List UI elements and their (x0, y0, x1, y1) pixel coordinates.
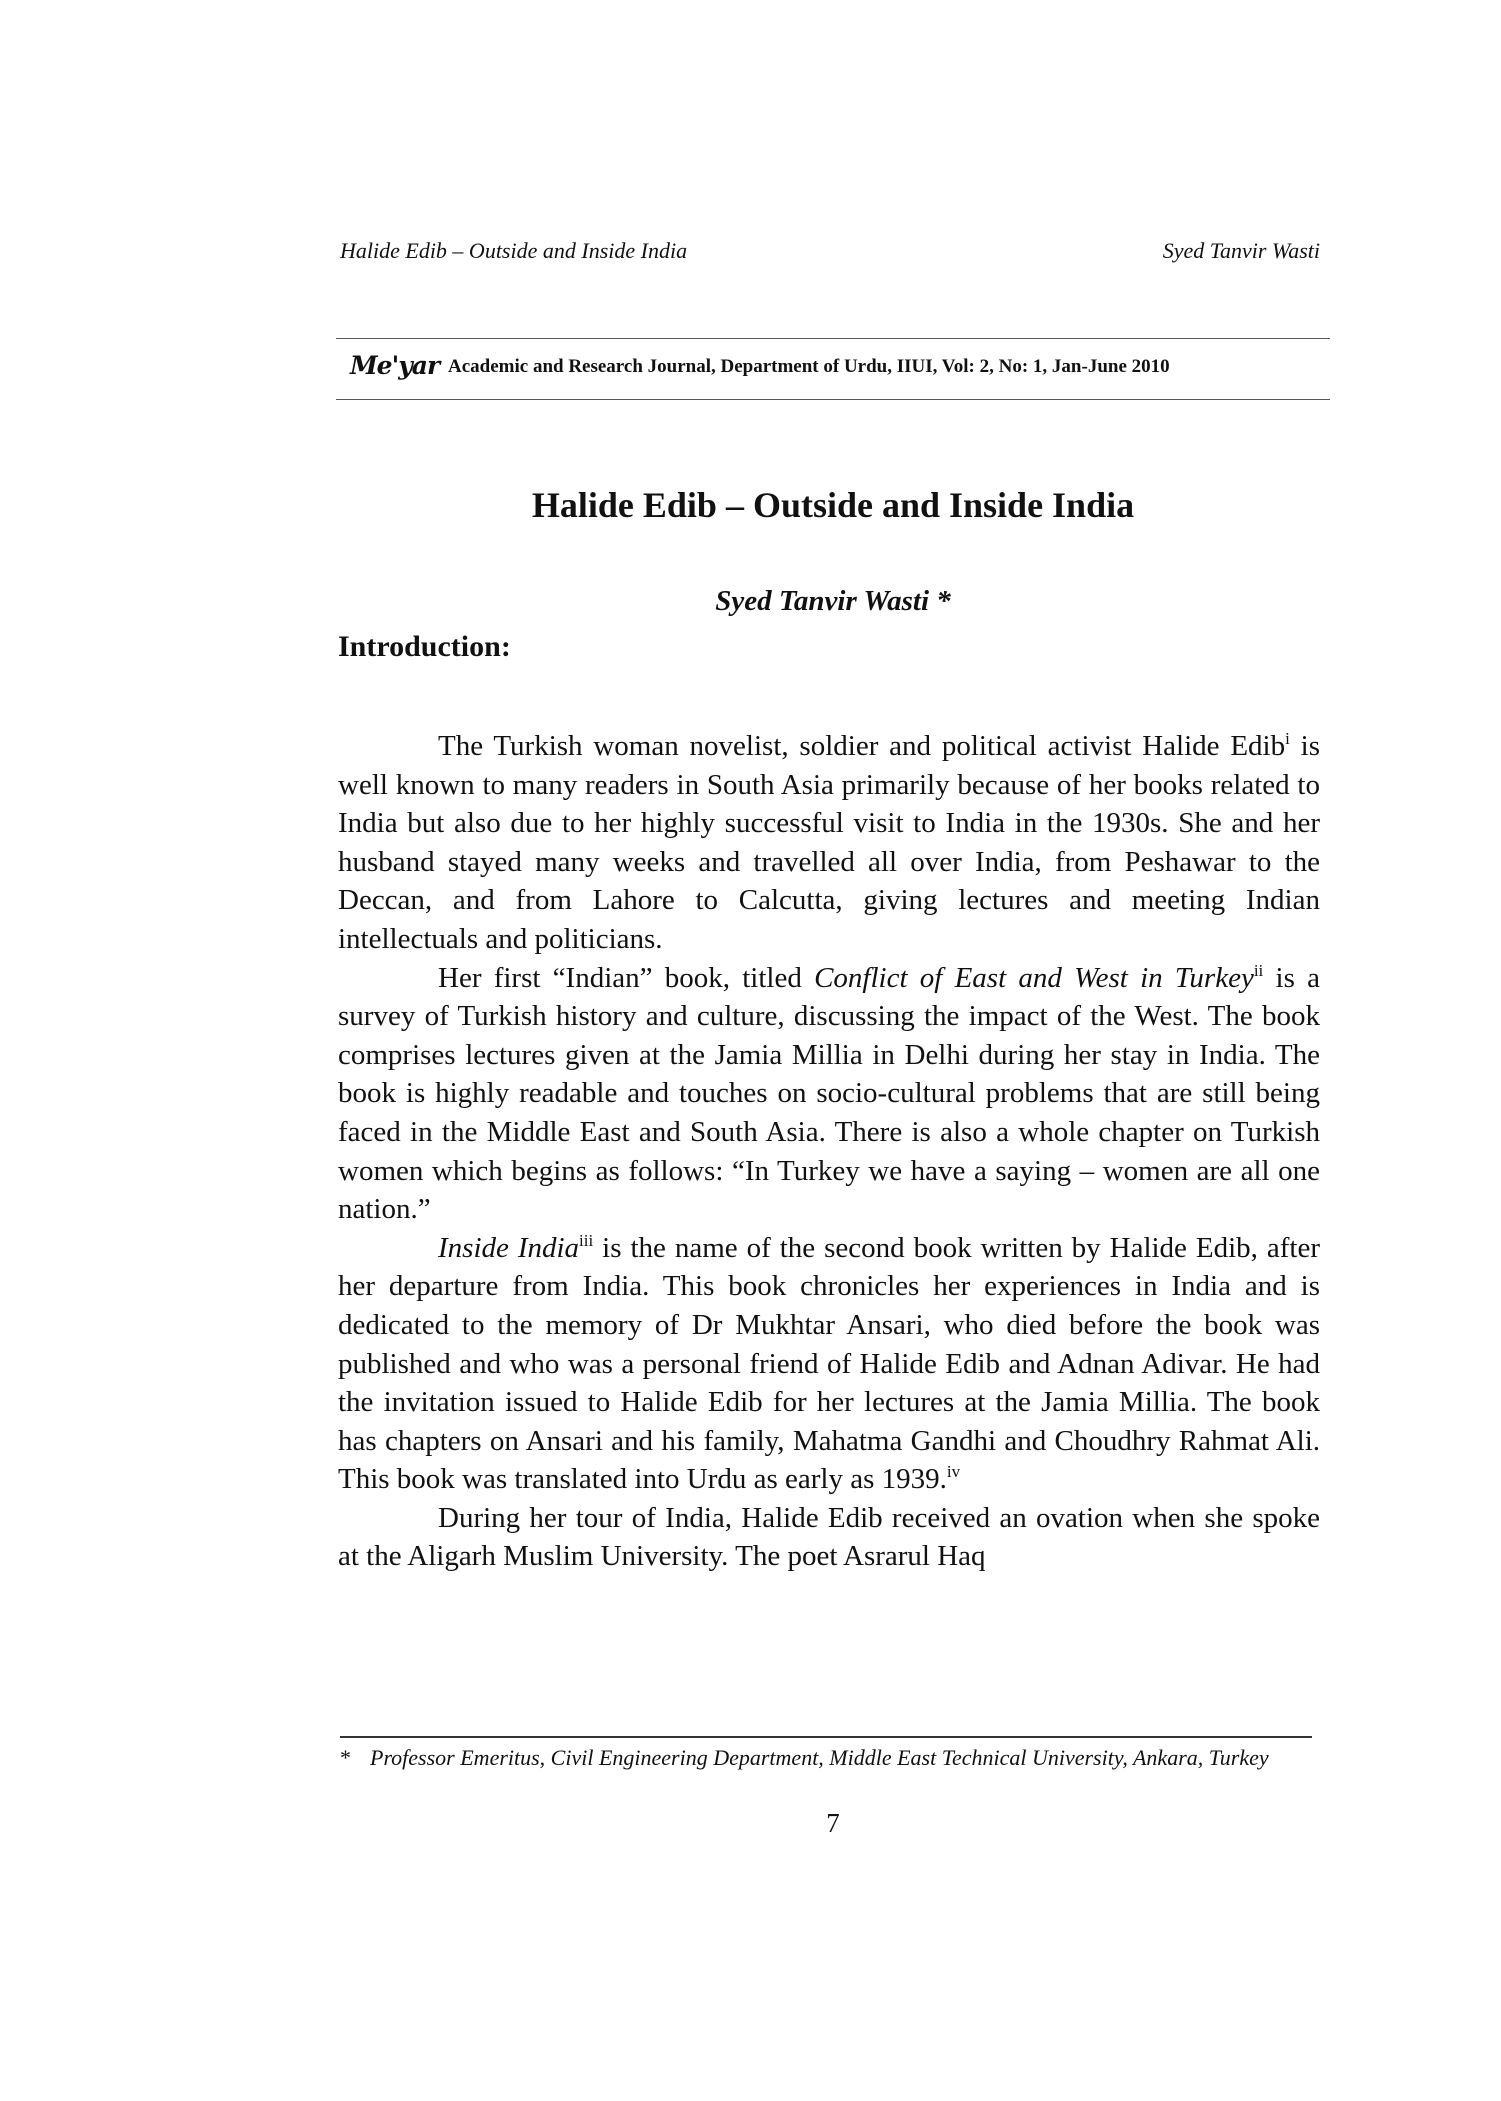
journal-logo: Me'yar (350, 351, 440, 380)
paragraph-4-text: During her tour of India, Halide Edib received an ovation when she spoke at the Aligarh Muslim University. The poet Asrarul Haq (338, 1501, 1320, 1573)
article-title: Halide Edib – Outside and Inside India (531, 485, 1135, 525)
running-head-author: Syed Tanvir Wasti (1162, 238, 1320, 263)
book-title-inside-india: Inside India (438, 1231, 580, 1264)
paragraph-2-text-b: is a survey of Turkish history and culture, discussing the impact of the West. The book comprises lectures given at the Jamia Millia in Delhi during her stay in India. The book is highly readable and touches on socio-cultural problems that are still being faced in the Middle East and South Asia. There is also a whole chapter on Turkish women which begins as follows: “In Turkey we have a saying – women are all one nation.” (338, 961, 1320, 1226)
journal-info: Academic and Research Journal, Department of Urdu, IIUI, Vol: 2, No: 1, Jan-June 2010 (448, 356, 1170, 377)
paragraph-3 (338, 1229, 1320, 1499)
endnote-ref-iv: iv (946, 1462, 961, 1482)
footnote-divider (340, 1736, 1312, 1738)
paragraph-1-text-b: is well known to many readers in South Asia primarily because of her books related to India but also due to her highly successful visit to India in the 1930s. She and her husband stayed many weeks and travelled all over India, from Peshawar to the Deccan, and from Lahore to Calcutta, giving lectures and meeting Indian intellectuals and politicians. (338, 730, 1320, 955)
paragraph-2-text-a: Her first “Indian” book, titled (438, 961, 815, 994)
section-heading: Introduction: (338, 630, 511, 663)
endnote-ref-ii: ii (1253, 960, 1264, 980)
paragraph-2 (338, 959, 1320, 1229)
paragraph-1-text-a: The Turkish woman novelist, soldier and political activist Halide Edib (438, 730, 1286, 762)
paragraph-1 (338, 727, 1320, 959)
footnote-text: Professor Emeritus, Civil Engineering Department, Middle East Technical University, Ankara, Turkey (370, 1745, 1269, 1770)
journal-band (336, 338, 1330, 400)
page-number: 7 (826, 1808, 840, 1838)
paragraph-3-text: is the name of the second book written by Halide Edib, after her departure from India. This book chronicles her experiences in India and is dedicated to the memory of Dr Mukhtar Ansari, who died before the book was published and who was a personal friend of Halide Edib and Adnan Adivar. He had the invitation issued to Halide Edib for her lectures at the Jamia Millia. The book has chapters on Ansari and his family, Mahatma Gandhi and Choudhry Rahmat Ali. This book was translated into Urdu as early as 1939. (338, 1231, 1320, 1496)
book-title-conflict: Conflict of East and West in Turkey (814, 961, 1254, 994)
endnote-ref-iii: iii (579, 1230, 594, 1250)
running-head-title: Halide Edib – Outside and Inside India (340, 238, 688, 263)
article-author: Syed Tanvir Wasti * (715, 585, 951, 617)
footnote (340, 1743, 1320, 1773)
paragraph-4 (338, 1499, 1320, 1576)
article-body (338, 727, 1320, 1576)
endnote-ref-i: i (1285, 729, 1290, 748)
footnote-mark: * (340, 1745, 351, 1770)
